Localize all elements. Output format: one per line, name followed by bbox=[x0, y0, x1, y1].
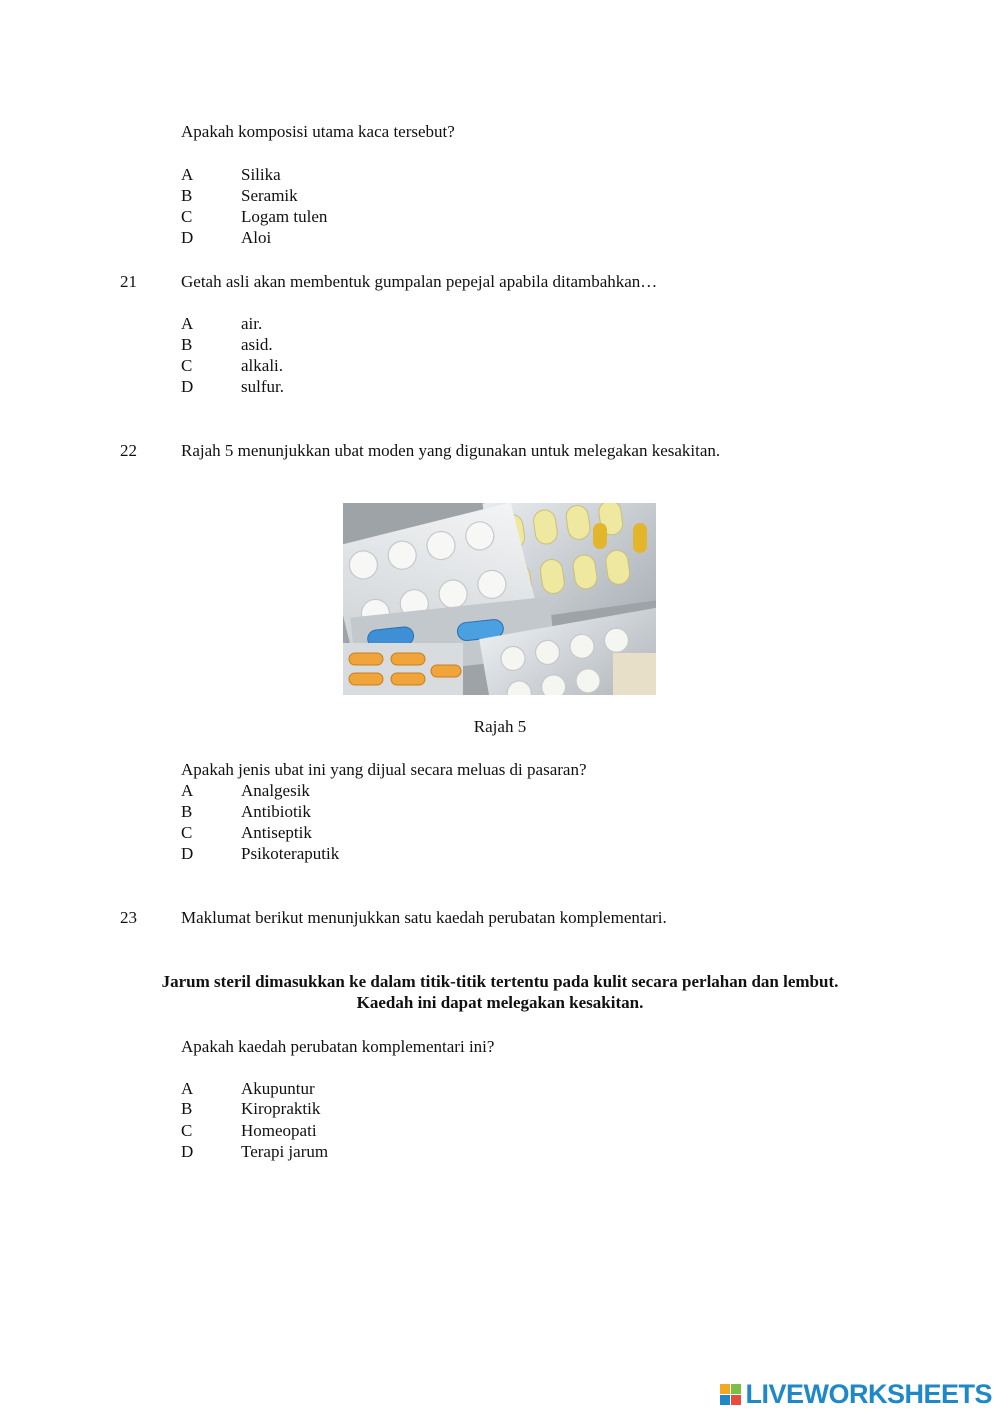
q23-info-line-1: Jarum steril dimasukkan ke dalam titik-titik tertentu pada kulit secara perlahan dan lembut. bbox=[161, 972, 839, 991]
q21-option-c-letter: C bbox=[181, 356, 193, 375]
q23-option-c-text: Homeopati bbox=[241, 1121, 317, 1140]
q20-stem: Apakah komposisi utama kaca tersebut? bbox=[181, 122, 455, 141]
q21-option-c-text: alkali. bbox=[241, 356, 284, 375]
q22-option-b-text: Antibiotik bbox=[241, 802, 311, 821]
q20-option-c-letter: C bbox=[181, 207, 193, 226]
q22-option-a-text: Analgesik bbox=[241, 781, 310, 800]
q20-option-a-text: Silika bbox=[241, 165, 281, 184]
pills-photo bbox=[343, 503, 656, 695]
q21-option-a-letter: A bbox=[181, 314, 194, 333]
q23-option-d-text: Terapi jarum bbox=[241, 1142, 329, 1161]
q21-number: 21 bbox=[120, 272, 137, 291]
q20-option-b-text: Seramik bbox=[241, 186, 298, 205]
q22-option-a-letter: A bbox=[181, 781, 194, 800]
q20-option-d-text: Aloi bbox=[241, 228, 272, 247]
q20-option-d-letter: D bbox=[181, 228, 194, 247]
q20-option-c-text: Logam tulen bbox=[241, 207, 328, 226]
q23-info-box bbox=[0, 971, 1000, 1013]
q23-stem: Maklumat berikut menunjukkan satu kaedah perubatan komplementari. bbox=[181, 908, 667, 927]
q23-option-a-text: Akupuntur bbox=[241, 1079, 315, 1098]
q22-number: 22 bbox=[120, 441, 137, 460]
q21-option-d-letter: D bbox=[181, 377, 194, 396]
q22-option-d-text: Psikoteraputik bbox=[241, 844, 340, 863]
q23-question: Apakah kaedah perubatan komplementari ini? bbox=[181, 1037, 495, 1056]
q22-question: Apakah jenis ubat ini yang dijual secara meluas di pasaran? bbox=[181, 760, 587, 779]
q23-option-a-letter: A bbox=[181, 1079, 194, 1098]
q23-option-c-letter: C bbox=[181, 1121, 193, 1140]
q22-option-d-letter: D bbox=[181, 844, 194, 863]
q23-option-b-letter: B bbox=[181, 1099, 193, 1118]
q23-number: 23 bbox=[120, 908, 137, 927]
q21-option-a-text: air. bbox=[241, 314, 263, 333]
q20-option-a-letter: A bbox=[181, 165, 194, 184]
figure-caption: Rajah 5 bbox=[473, 717, 527, 736]
logo-tiles-icon bbox=[720, 1384, 741, 1405]
q22-option-c-text: Antiseptik bbox=[241, 823, 312, 842]
q21-stem: Getah asli akan membentuk gumpalan pepejal apabila ditambahkan… bbox=[181, 272, 658, 291]
q21-option-b-text: asid. bbox=[241, 335, 273, 354]
q21-option-d-text: sulfur. bbox=[241, 377, 284, 396]
q22-stem: Rajah 5 menunjukkan ubat moden yang digunakan untuk melegakan kesakitan. bbox=[181, 441, 721, 460]
liveworksheets-logo[interactable] bbox=[720, 1378, 992, 1410]
q23-option-b-text: Kiropraktik bbox=[241, 1099, 321, 1118]
logo-text: LIVEWORKSHEETS bbox=[745, 1378, 992, 1409]
q21-option-b-letter: B bbox=[181, 335, 193, 354]
q22-option-c-letter: C bbox=[181, 823, 193, 842]
q23-info-line-2: Kaedah ini dapat melegakan kesakitan. bbox=[356, 993, 644, 1012]
q20-option-b-letter: B bbox=[181, 186, 193, 205]
q23-option-d-letter: D bbox=[181, 1142, 194, 1161]
q22-option-b-letter: B bbox=[181, 802, 193, 821]
